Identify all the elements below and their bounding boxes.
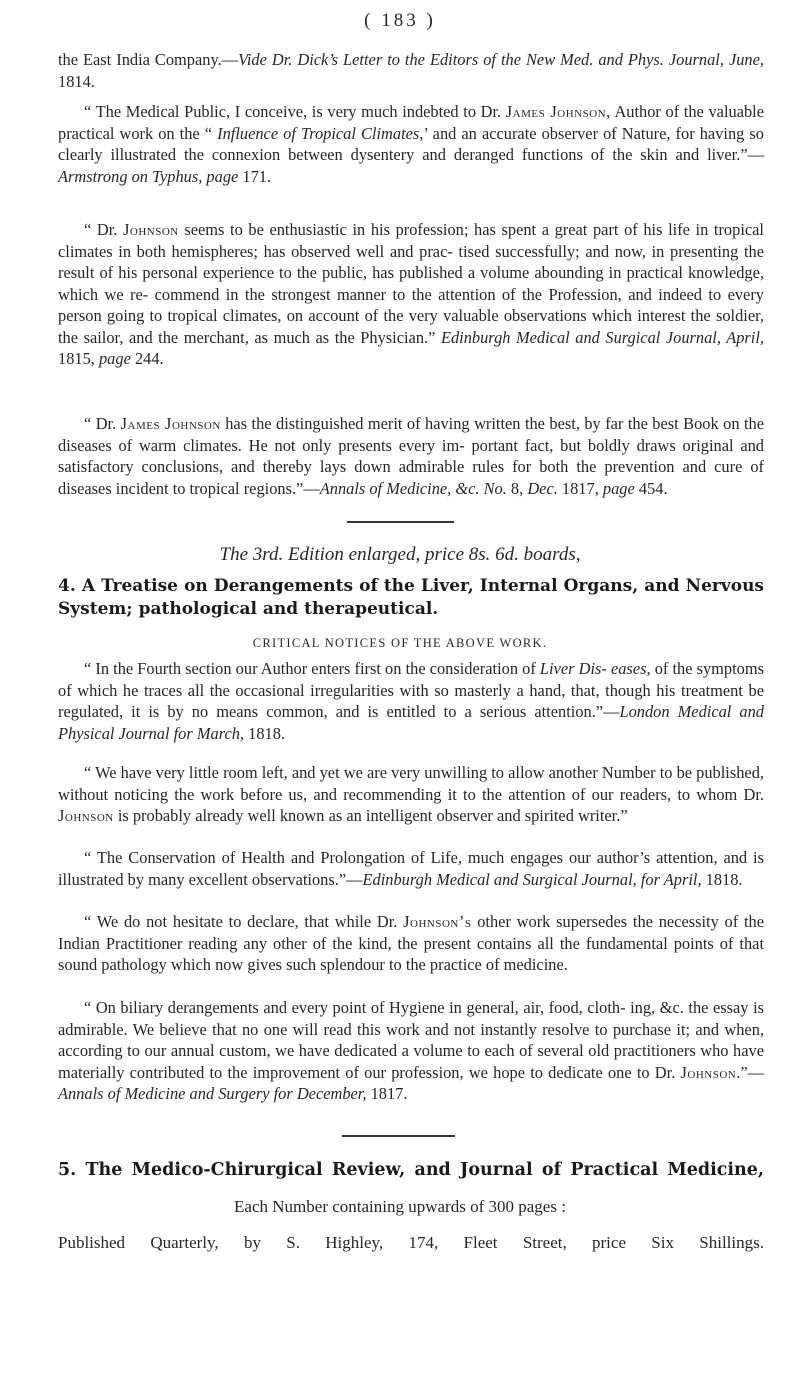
paragraph-armstrong-notice: “ The Medical Public, I conceive, is very much indebted to Dr. James Johnson, Author of the valuable practical work on the “ Influence of Tropical Climates,’ and an accurate observer of Nature, for having so clearly illustrated the connexion between dysentery and deranged functions of the skin and liver.”—Armstrong on Typhus, page 171. <box>58 102 764 186</box>
item-5-publication-details: Published Quarterly, by S. Highley, 174, Fleet Street, price Six Shillings. <box>58 1233 764 1252</box>
page-number: ( 183 ) <box>364 10 436 31</box>
critical-notices-heading: CRITICAL NOTICES OF THE ABOVE WORK. <box>252 636 548 650</box>
item-5-pages: Each Number containing upwards of 300 pages : <box>234 1197 566 1216</box>
paragraph-annals-1817-notice: “ Dr. James Johnson has the distinguished merit of having written the best, by far the best Book on the diseases of warm climates. He not only presents every im- portant fact, but boldly draws original and satisfactory conclusions, and thereby lays down admirable rules for both the prevention and cure of diseases incident to tropical regions.”—Annals of Medicine, &c. No. 8, Dec. 1817, page 454. <box>58 414 764 498</box>
paragraph-edinburgh-1815-notice: “ Dr. Johnson seems to be enthusiastic in his profession; has spent a great part of his life in tropical climates in both hemispheres; has observed well and prac- tised successfully; and now, in presenting the result of his personal experience to the public, has published a volume abounding in practical knowledge, which we re- commend in the strongest manner to the attention of the Profession, and indeed to every person going to tropical climates, on account of the very valuable observations which interest the soldier, the sailor, and the merchant, as much as the Physician.” Edinburgh Medical and Surgical Journal, April, 1815, page 244. <box>58 220 764 368</box>
paragraph-dick-letter: the East India Company.—Vide Dr. Dick’s Letter to the Editors of the New Med. and Phys. Journal, June, 1814. <box>58 50 764 91</box>
paragraph-biliary-derangements: “ On biliary derangements and every point of Hygiene in general, air, food, cloth- ing, &c. the essay is admirable. We believe that no one will read this work and not instantly resolve to purchase it; and when, according to our annual custom, we have dedicated a volume to each of several old practitioners who have materially contributed to the improvement of our profession, we hope to dedicate one to Dr. Johnson.”—Annals of Medicine and Surgery for December, 1817. <box>58 998 764 1103</box>
item-5-title: 5. The Medico-Chirurgical Review, and Journal of Practical Medicine, <box>58 1160 764 1180</box>
item-4-title: 4. A Treatise on Derangements of the Liver, Internal Organs, and Nervous System; pathological and therapeutical. <box>58 576 764 619</box>
edition-heading: The 3rd. Edition enlarged, price 8s. 6d. boards, <box>219 544 581 565</box>
section-divider <box>347 521 454 523</box>
paragraph-we-do-not-hesitate: “ We do not hesitate to declare, that while Dr. Johnson’s other work supersedes the necessity of the Indian Practitioner reading any other of the kind, the present contains all the fundamental points of that sound pathology which now gives such splendour to the practice of medicine. <box>58 912 764 974</box>
section-divider <box>342 1135 455 1137</box>
paragraph-london-journal-notice: “ In the Fourth section our Author enters first on the consideration of Liver Dis- eases, of the symptoms of which he traces all the occasional irregularities with so masterly a hand, that, though his treatment be regulated, it is by no means common, and is entitled to a serious attention.”—London Medical and Physical Journal for March, 1818. <box>58 659 765 743</box>
paragraph-we-have-little-room: “ We have very little room left, and yet we are very unwilling to allow another Number to be published, without noticing the work before us, and recommending it to the attention of our readers, to whom Dr. Johnson is probably already well known as an intelligent observer and spirited writer.” <box>58 763 764 825</box>
paragraph-edinburgh-1818-notice: “ The Conservation of Health and Prolongation of Life, much engages our author’s attention, and is illustrated by many excellent observations.”—Edinburgh Medical and Surgical Journal, for April, 1818. <box>58 848 764 889</box>
